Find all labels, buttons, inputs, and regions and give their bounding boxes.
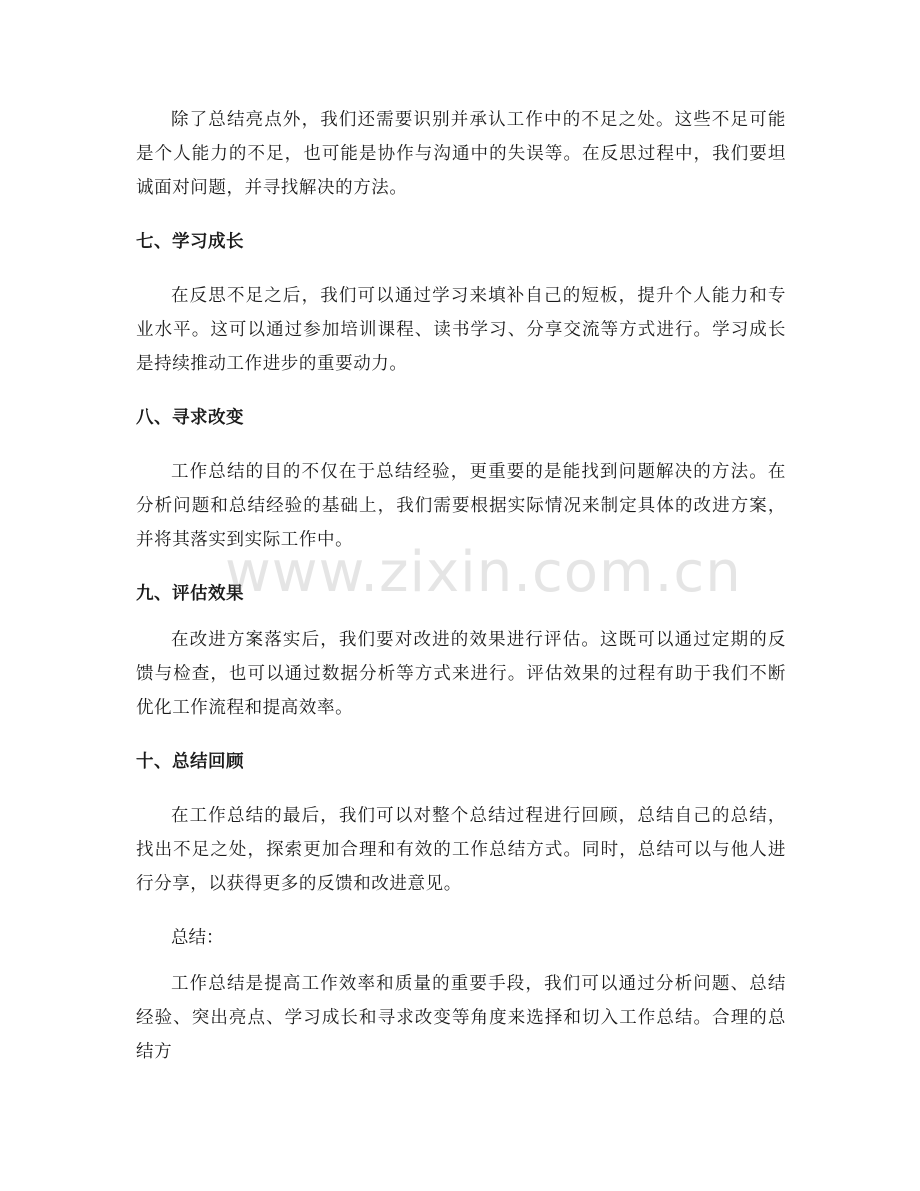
section-9-body: 在改进方案落实后，我们要对改进的效果进行评估。这既可以通过定期的反馈与检查，也可以通过数据分析等方式来进行。评估效果的过程有助于我们不断优化工作流程和提高效率。 bbox=[136, 630, 786, 718]
section-8-body: 工作总结的目的不仅在于总结经验，更重要的是能找到问题解决的方法。在分析问题和总结经验的基础上，我们需要根据实际情况来制定具体的改进方案，并将其落实到实际工作中。 bbox=[136, 462, 786, 550]
section-10-body: 在工作总结的最后，我们可以对整个总结过程进行回顾，总结自己的总结，找出不足之处，探索更加合理和有效的工作总结方式。同时，总结可以与他人进行分享，以获得更多的反馈和改进意见。 bbox=[136, 806, 786, 894]
summary-body: 工作总结是提高工作效率和质量的重要手段，我们可以通过分析问题、总结经验、突出亮点、学习成长和寻求改变等角度来选择和切入工作总结。合理的总结方 bbox=[136, 974, 786, 1062]
summary-label: 总结： bbox=[171, 928, 224, 948]
section-8-heading: 八、寻求改变 bbox=[136, 408, 244, 428]
section-9-heading: 九、评估效果 bbox=[136, 584, 244, 604]
section-7-heading: 七、学习成长 bbox=[136, 232, 244, 252]
section-10-heading: 十、总结回顾 bbox=[136, 752, 244, 772]
intro-paragraph: 除了总结亮点外，我们还需要识别并承认工作中的不足之处。这些不足可能是个人能力的不足，也可能是协作与沟通中的失误等。在反思过程中，我们要坦诚面对问题，并寻找解决的方法。 bbox=[136, 110, 786, 198]
watermark: www.zixin.com.cn bbox=[225, 540, 742, 605]
section-7-body: 在反思不足之后，我们可以通过学习来填补自己的短板，提升个人能力和专业水平。这可以通过参加培训课程、读书学习、分享交流等方式进行。学习成长是持续推动工作进步的重要动力。 bbox=[136, 286, 786, 374]
